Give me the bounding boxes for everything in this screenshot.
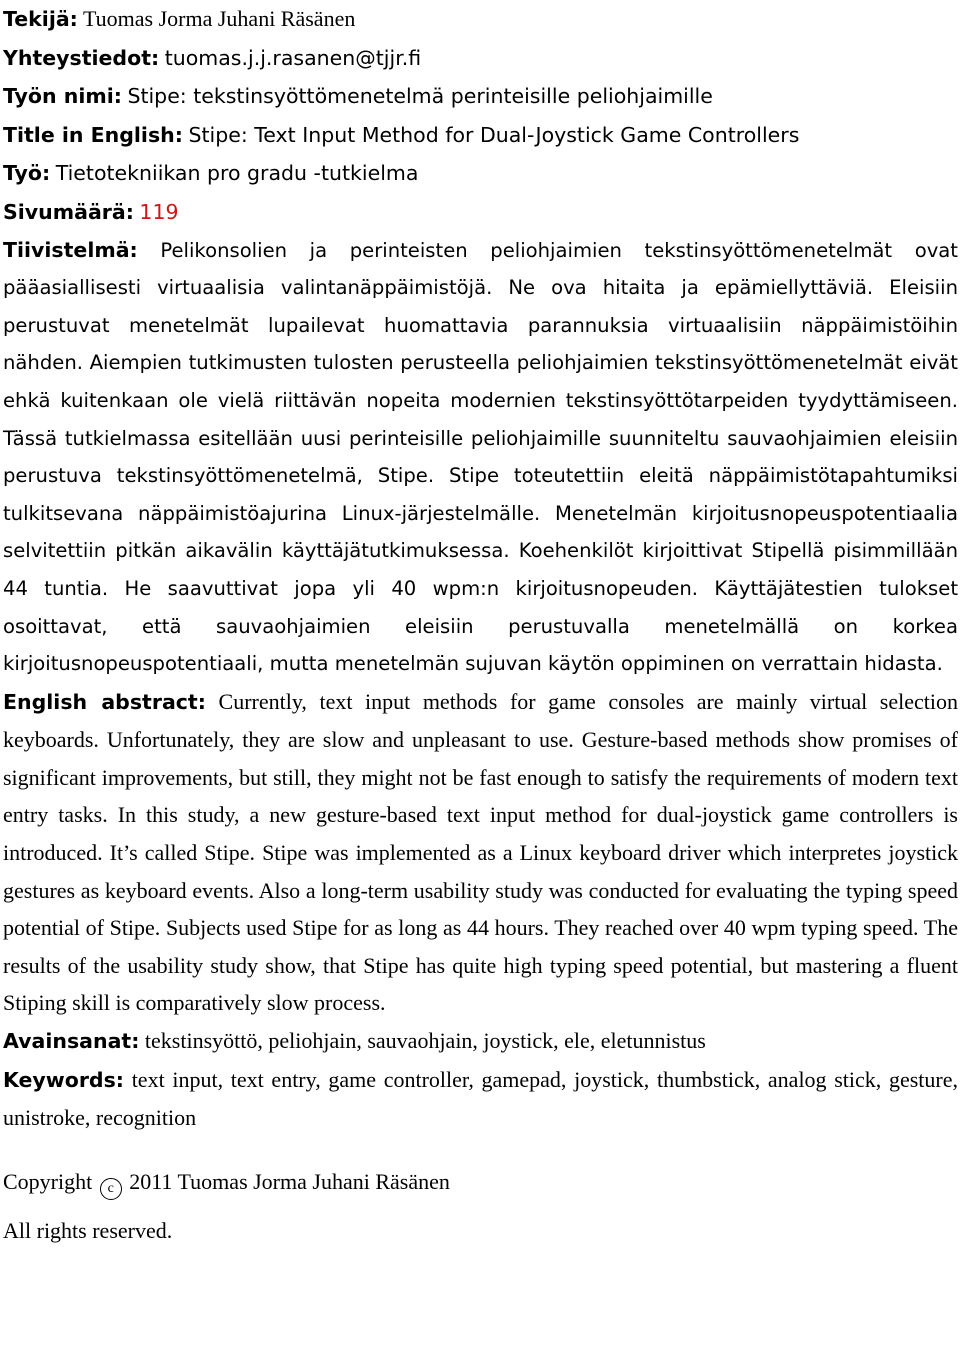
abstract-fi xyxy=(3,232,958,683)
keywords-fi-value: tekstinsyöttö, peliohjain, sauvaohjain, joystick, ele, eletunnistus xyxy=(144,1028,706,1054)
keywords-fi-field xyxy=(3,1022,958,1061)
pages-label: Sivumäärä: xyxy=(3,199,134,224)
keywords-en-field xyxy=(3,1061,958,1137)
work-label: Työ: xyxy=(3,161,51,186)
spacer xyxy=(3,1137,958,1163)
title-en-label: Title in English: xyxy=(3,122,183,147)
copyright-prefix: Copyright xyxy=(3,1168,93,1194)
author-value: Tuomas Jorma Juhani Räsänen xyxy=(83,6,356,31)
title-fi-field xyxy=(3,77,958,116)
pages-field xyxy=(3,193,958,232)
copyright-text: 2011 Tuomas Jorma Juhani Räsänen xyxy=(129,1168,450,1194)
rights-line xyxy=(3,1212,958,1250)
author-field xyxy=(3,0,958,39)
pages-value[interactable]: 119 xyxy=(139,199,179,224)
contact-label: Yhteystiedot: xyxy=(3,45,160,70)
abstract-en xyxy=(3,683,958,1022)
work-value: Tietotekniikan pro gradu -tutkielma xyxy=(55,161,419,186)
keywords-en-label: Keywords: xyxy=(3,1067,124,1092)
rights-text: All rights reserved. xyxy=(3,1218,173,1244)
keywords-en-value: text input, text entry, game controller, gamepad, joystick, thumbstick, analog stick, gesture, unistroke, recognition xyxy=(3,1066,959,1131)
title-fi-value: Stipe: tekstinsyöttömenetelmä perinteisille peliohjaimille xyxy=(127,84,713,109)
abstract-fi-label: Tiivistelmä: xyxy=(3,237,138,262)
title-en-field xyxy=(3,116,958,155)
abstract-fi-text: Pelikonsolien ja perinteisten peliohjaimien tekstinsyöttömenetelmät ovat pääasiallisesti virtuaalisia valintanäppäimistöjä. Ne ova hitaita ja epämiellyttäviä. Eleisiin perustuvat menetelmät lupailevat huomattavia parannuksia virtuaalisiin näppäimistöihin nähden. Aiempien tutkimusten tulosten perusteella peliohjaimien tekstinsyöttömenetelmät eivät ehkä kuitenkaan ole vielä riittävän nopeita modernien tekstinsyöttötarpeiden tyydyttämiseen. Tässä tutkielmassa esitellään uusi perinteisille peliohjaimille suunniteltu sauvaohjaimien eleisiin perustuva tekstinsyöttömenetelmä, Stipe. Stipe toteutettiin eleitä näppäimistötapahtumiksi tulkitsevana näppäimistöajurina Linux-järjestelmälle. Menetelmän kirjoitusnopeuspotentiaalia selvitettiin pitkän aikavälin käyttäjätutkimuksessa. Koehenkilöt kirjoittivat Stipellä pisimmillään 44 tuntia. He saavuttivat jopa yli 40 wpm:n kirjoitusnopeuden. Käyttäjätestien tulokset osoittavat, että sauvaohjaimien eleisiin perustuvalla menetelmällä on korkea kirjoitusnopeuspotentiaali, mutta menetelmän sujuvan käytön oppiminen on verrattain hidasta. xyxy=(3,238,958,676)
spacer xyxy=(3,1200,958,1212)
contact-field xyxy=(3,39,958,78)
work-field xyxy=(3,154,958,193)
copyright-icon: c xyxy=(100,1178,122,1200)
title-fi-label: Työn nimi: xyxy=(3,84,122,109)
abstract-en-text: Currently, text input methods for game consoles are mainly virtual selection keyboards. Unfortunately, they are slow and unpleasant to use. Gesture-based methods show promises of significant improvements, but still, they might not be fast enough to satisfy the requirements of modern text entry tasks. In this study, a new gesture-based text input method for dual-joystick game controllers is introduced. It’s called Stipe. Stipe was implemented as a Linux keyboard driver which interpretes joystick gestures as keyboard events. Also a long-term usability study was conducted for evaluating the typing speed potential of Stipe. Subjects used Stipe for as long as 44 hours. They reached over 40 wpm typing speed. The results of the usability study show, that Stipe has quite high typing speed potential, but mastering a fluent Stiping skill is comparatively slow process. xyxy=(3,688,958,1016)
title-en-value: Stipe: Text Input Method for Dual-Joystick Game Controllers xyxy=(188,122,800,147)
copyright-line xyxy=(3,1163,958,1201)
author-label: Tekijä: xyxy=(3,7,78,31)
contact-email[interactable]: tuomas.j.j.rasanen@tjjr.fi xyxy=(164,45,422,70)
keywords-fi-label: Avainsanat: xyxy=(3,1029,140,1054)
abstract-en-label: English abstract: xyxy=(3,689,206,714)
